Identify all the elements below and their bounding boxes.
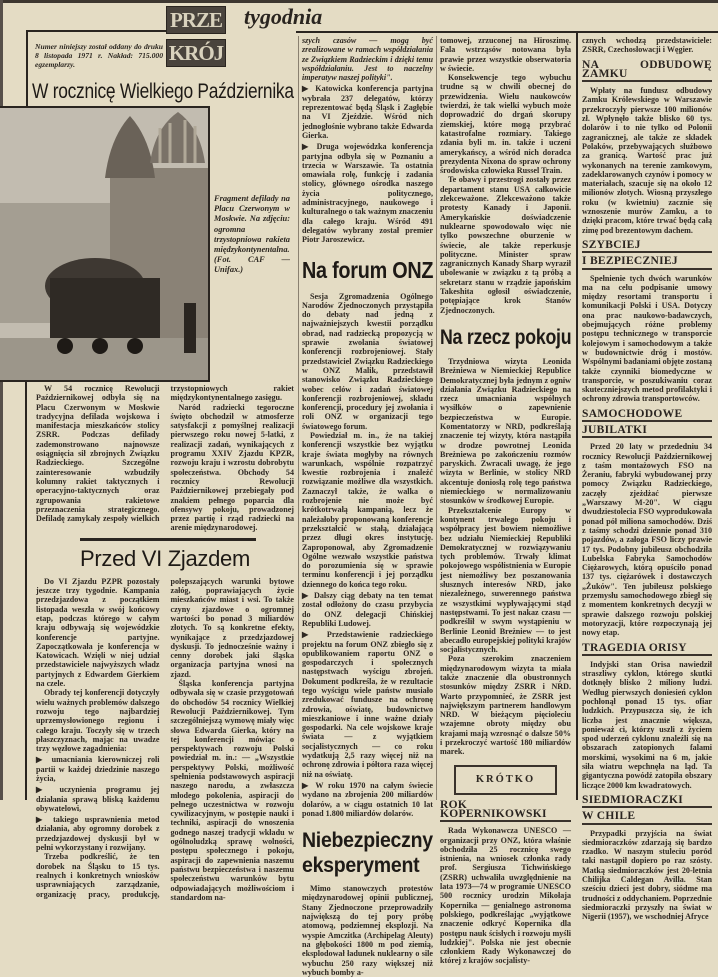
parade-photo-image bbox=[0, 108, 208, 380]
masthead-rule bbox=[296, 31, 718, 33]
experiment-paragraph: Te obawy i przestrogi zostały przez departament stanu USA całkowicie zlekceważone. Zlekceważono także protesty Kanady i Japonii. Amerykańskie doświadczenie nuklearne spowodowało więc nie tylko powszechne oburzenie w świecie, ale także reperkusje polityczne. Minister spraw zagranicznych Kanady Sharp wyraził ubolewanie w związku z tą próbą a sekretarz stanu w rządzie japońskim Takeshita ogłosił oświadczenie, potępiające krok Stanów Zjednoczonych. bbox=[440, 175, 571, 315]
cars-headline-2: JUBILATKI bbox=[582, 426, 712, 438]
un-bullet: ▶ W roku 1970 na całym świecie wydano na zbrojenia 200 miliardów dolarów, a w ciągu ostatnich 10 lat ponad 1.800 miliardów dolarów. bbox=[302, 780, 433, 818]
october-headline: W rocznicę Wielkiego Października bbox=[32, 80, 294, 103]
news-bullet: ▶ Druga wojewódzka konferencja partyjna odbyła się w Poznaniu a trzecia w Warszawie. Ta ostatnia omawiała rolę, funkcję i zadania stolicy, głównego ośrodka naszego życia politycznego, administracyjnego, naukowego i kulturalnego o tak ważnym znaczeniu dla całego kraju. Wśród 491 delegatów wybrany został premier Piotr Jaroszewicz. bbox=[302, 142, 433, 245]
masthead-logo bbox=[166, 6, 226, 67]
copernicus-continuation: cznych wchodzą przedstawiciele: ZSRR, Czechosłowacji i Węgier. bbox=[582, 36, 712, 55]
castle-headline: NA ODBUDOWĘ ZAMKU bbox=[582, 61, 712, 83]
un-paragraph: Powiedział m. in., że na takiej konferencji wszystkie bez wyjątku kraje świata mogłyby na równych warunkach, wspólnie rozpatrzyć kwestie rozbrojenia i znaleźć rozwiązanie możliwe dla wszystkich. Zaznaczył także, że walka o rozbrojenie nie może być krótkotrwałą kampanią, lecz że należałoby proponowaną konferencje przekształcić w stałą, działającą przez długi okres instytucję. Zaproponował, aby Zgromadzenie Ogólne wezwało wszystkie państwa do porozumienia się w sprawie terminu konferencji i jej porządku dziennego do końca tego roku. bbox=[302, 430, 433, 589]
experiment-paragraph: Mimo stanowczych protestów międzynarodowej opinii publicznej, Stany Zjednoczone przeprowadziły największą do tej pory próbę atomową, podziemnej eksplozji. Na wyspie Amczitka (Archipelag Aleuty) na głębokości 1800 m pod ziemią, eksplodował ładunek nuklearny o sile wybuchu 250 razy większej niż wybuch bomby a- bbox=[302, 884, 433, 977]
parade-photo bbox=[0, 106, 210, 382]
frame-left-lower bbox=[25, 380, 27, 800]
frame-left bbox=[26, 30, 28, 106]
experiment-headline: Niebezpieczny eksperyment bbox=[302, 829, 433, 878]
october-paragraph: W 54 rocznicę Rewolucji Październikowej odbyła się na Placu Czerwonym w Moskwie tradycyjna defilada wojskowa i manifestacja mieszkańców stolicy ZSRR. Podczas defilady zademonstrowano najnowsze osiągnięcia sił zbrojnych Związku Radzieckiego. Szczególne zainteresowanie wzbudziły kolumny rakiet taktycznych i operacyjno-taktycznych oraz zgrupowania rakietowe przeznaczenia strategicznego. Defiladę zamykały zespoły wielkich trzystopniowych rakiet międzykontynentalnego zasięgu. bbox=[36, 384, 294, 524]
congress-paragraph: Obrady tej konferencji dotyczyły wielu ważnych problemów dalszego rozwoju tego najbardziej uprzemysłowionego regionu i całego kraju. Toczyły się w trzech płaszczyznach, mając na uwadze trzy węzłowe zagadnienia: bbox=[36, 688, 160, 754]
congress-bullet: ▶ uczynienia programu jej działania sprawą bliską każdemu obywatelowi, bbox=[36, 785, 160, 813]
congress-paragraph: Śląska konferencja partyjna odbywała się w czasie przygotowań do obchodów 54 rocznicy Wielkiej Rewolucji Październikowej. Tym szczególniejszą wymowę miały więc słowa Edwarda Gierka, który na tej konferencji mówiąc o perspektywach rozwoju Polski powiedział m. in.: — „Wszystkie perspektywy Polski, możliwość spełnienia podstawowych aspiracji naszego narodu, a zwłaszcza młodego pokolenia, aspiracji do pełnego uczestnictwa w rozwoju cywilizacyjnym, w postępie nauki i techniki, aspiracji do wnoszenia godnego naszej tradycji wkładu w ogólnoludzką sprawę wolności, postępu społecznego i pokoju, aspiracji do zapewnienia naszemu państwu bezpieczeństwa i naszemu społeczeństwu warunków bytu odpowiadających możliwościom i standardom na- bbox=[170, 679, 294, 902]
peace-paragraph: Trzydniowa wizyta Leonida Breżniewa w Niemieckiej Republice Demokratycznej była jednym z ogniw działania Związku Radzieckiego na rzecz umacniania wspólnych wysiłków o zapewnienie bezpieczeństwa w Europie. Komentatorzy w NRD, podkreślają znaczenie tej wizyty, która nastąpiła w drodze powrotnej Leonida Breżniewa po zakończeniu rozmów paryskich. Zwracali uwagę, że jego wizyta w Berlinie, w stolicy NRD akcentuje doniosłą rolę tego państwa niemieckiego w normalizowaniu stosunków w środkowej Europie. bbox=[440, 356, 571, 506]
column-4-frame bbox=[576, 32, 578, 800]
brief-label: KRÓTKO bbox=[475, 773, 536, 785]
experiment-continuation: tomowej, zrzuconej na Hiroszimę. Fala wstrząsów notowana była prawie przez wszystkie obserwatoria w świecie. bbox=[440, 36, 571, 73]
congress-body bbox=[36, 577, 294, 902]
un-paragraph: Sesja Zgromadzenia Ogólnego Narodów Zjednoczonych przystąpiła do debaty nad jedną z najważniejszych kwestii porządku obrad, nad radziecką propozycją w sprawie zwołania światowej konferencji rozbrojeniowej. Stały przedstawiciel Związku Radzieckiego w ONZ Malik, przedstawił stanowisko Związku Radzieckiego wobec celów i zadań światowej konferencji rozbrojeniowej, składu konferencji, procedury jej zwołania i roli ONZ w organizacji tego światowego forum. bbox=[302, 291, 433, 431]
congress-paragraph: Do VI Zjazdu PZPR pozostały jeszcze trzy tygodnie. Kampania przedzjazdowa z początkiem listopada weszła w swój końcowy etap, podczas którego w całym kraju odbywają się wojewódzkie konferencje partyjne. Zapoczątkowała je konferencja w Katowicach. Wzięli w niej udział przedstawiciele najwyższych władz partyjnych z Edwardem Gierkiem na czele. bbox=[36, 576, 160, 689]
section-divider bbox=[80, 538, 256, 541]
transport-paragraph: Spełnienie tych dwóch warunków ma na celu podpisanie umowy między resortami transportu i komunikacji Polski i USA. Dotyczy ona prac naukowo-badawczych, obejmujących różne problemy postępu technicznego w transporcie kolejowym i samochodowym a także w budownictwie dróg i mostów. Wspólnymi badaniami objęte zostaną także czynniki biomedyczne w transporcie, w poszukiwaniu coraz skuteczniejszych metod profilaktyki i ochrony zdrowia transportowców. bbox=[582, 273, 712, 404]
transport-headline-1: SZYBCIEJ bbox=[582, 241, 712, 253]
top-edge bbox=[0, 0, 718, 3]
left-lower-flow bbox=[36, 384, 294, 902]
news-bullet: ▶ Katowicka konferencja partyjna wybrała 237 delegatów, którzy reprezentować będą Śląsk i Zagłębie na VI Zjeździe. Wśród nich jednogłośnie wybrano także Edwarda Gierka. bbox=[302, 84, 433, 140]
peace-paragraph: Poza szerokim znaczeniem międzynarodowym wizyta ta miała także znaczenie dla obustronnych stosunków między ZSRR i NRD. Warto przypomnieć, że ZSRR jest największym partnerem handlowym NRD. W bieżącym pięcioleciu wzajemne obroty między obu krajami mają wzrosnąć o dalsze 50% i przekroczyć wartość 180 miliardów marek. bbox=[440, 654, 571, 757]
october-paragraph: Naród radziecki tegoroczne święto obchodził w atmosferze satysfakcji z pomyślnej realizacji pierwszego roku nowej 5-latki, z realizacji zadań, wynikających z programu XXIV Zjazdu KPZR, rozwoju kraju i wzrostu dobrobytu społeczeństwa. Obchody 54 rocznicy Rewolucji Październikowej przebiegały pod znakiem pełnego poparcia dla ofensywy pokoju, prowadzonej przez partię i rząd radziecki na arenie międzynarodowej. bbox=[170, 402, 294, 533]
orissa-paragraph: Indyjski stan Orisa nawiedził straszliwy cyklon, którego skutki dotknęły blisko 2 miliony ludzi. Według pierwszych doniesień cyklon pochłonął ponad 15 tys. ofiar ludzkich. Przypuszcza się, że ich liczba jest znacznie większa, ponieważ ci, którzy uszli z życiem spod uderzeń cyklonu znaleźli się na obszarach zatopionych falami morskimi, wysokimi na 6 m, jakie siła wiatru wepchnęła na ląd. Ta gigantyczna powódź zatopiła obszary liczące 2000 km kwadratowych. bbox=[582, 659, 712, 790]
column-2 bbox=[302, 36, 433, 977]
un-bullet: ▶ Przedstawienie radzieckiego projektu na forum ONZ zbiegło się z opublikowaniem raportu ONZ o gospodarczych i społecznych następstwach wyścigu zbrojeń. Dokument podkreśla, że w rezultacie tego wyścigu wiele państw musiało zredukować fundusze na ochronę zdrowia, oświatę, budownictwo mieszkaniowe i inne ważne działy gospodarki. Na cele wojskowe kraje świata — z wyjątkiem socjalistycznych — co roku wydatkują 2,5 razy więcej niż na ochronę zdrowia i półtora raza więcej niż na oświatę. bbox=[302, 630, 433, 779]
column-divider-2 bbox=[436, 36, 437, 800]
copernicus-headline: ROK KOPERNIKOWSKI bbox=[440, 801, 571, 823]
column-3 bbox=[440, 36, 571, 966]
photo-caption: Fragment defilady na Placu Czerwonym w Moskwie. Na zdjęciu: ogromna trzystopniowa rakieta międzykontynentalna. (Fot. CAF — Unifax.) bbox=[214, 194, 290, 275]
congress-continuation: szych czasów — mogą być zrealizowane w ramach współdziałania ze Związkiem Radzieckim i dzięki temu współdziałaniu. Jest to naczelny imperatyw naszej polityki". bbox=[302, 36, 433, 83]
septuplets-paragraph: Przypadki przyjścia na świat siedmioraczków zdarzają się bardzo rzadko. W naszym stuleciu poród taki nastąpił dopiero po raz szósty. Matką siedmioraczków jest 20-letnia Chilijka Caldegan Avilla. Stan sześciu dzieci jest dobry, siódme ma trudności z oddychaniem. Poprzednie siedmioraczki przyszły na świat w Nigerii (1957), we wschodniej Afryce bbox=[582, 828, 712, 922]
congress-paragraph: Trzeba podkreślić, że ten dorobek na Śląsku to 15 tys. realnych i konkretnych wniosków usprawniających zarządzanie, organizację pracy, produkcję, polepszających warunki bytowe załóg, poprawiających życie mieszkańców miast i wsi. To także czyny zjazdowe o ogromnej wartości bo ponad 3 miliardów złotych. To są konkretne efekty, wynikające z przedzjazdowej dyskusji. To jednocześnie ważny i cenny dorobek jaki śląska organizacja partyjna wnosi na zjazd. bbox=[36, 576, 294, 899]
column-4 bbox=[582, 36, 712, 922]
orissa-headline: TRAGEDIA ORISY bbox=[582, 644, 712, 656]
transport-headline-2: I BEZPIECZNIEJ bbox=[582, 257, 712, 269]
peace-headline: Na rzecz pokoju bbox=[440, 325, 572, 349]
logo-bottom: KRÓJ bbox=[166, 39, 226, 67]
congress-headline: Przed VI Zjazdem bbox=[79, 545, 251, 571]
logo-top: PRZE bbox=[166, 6, 226, 34]
un-bullet: ▶ Dalszy ciąg debaty na ten temat został odłożony do czasu przybycia do ONZ delegacji Chińskiej Republiki Ludowej. bbox=[302, 591, 433, 628]
congress-bullet: ▶ takiego usprawnienia metod działania, aby ogromny dorobek z przedzjazdowej dyskusji był w pełni wykorzystany i rozwijany. bbox=[36, 815, 160, 853]
frame-top-left bbox=[26, 30, 166, 32]
edition-note: Numer niniejszy został oddany do druku 8 listopada 1971 r. Nakład: 715.000 egzemplarzy. bbox=[35, 42, 163, 69]
october-body bbox=[36, 384, 294, 533]
congress-bullet: ▶ umacniania kierowniczej roli partii w każdej dziedzinie naszego życia, bbox=[36, 755, 160, 783]
cars-paragraph: Przed 20 laty w przededniu 34 rocznicy Rewolucji Październikowej z taśm montażowych FSO na Żeraniu, fabryki wybudowanej przy pomocy Związku Radzieckiego, zaczęły zjeżdżać pierwsze „Warszawy M-20". W ciągu dwudziestolecia FSO wyprodukowała ponad pół miliona samochodów. Dziś z taśmy schodzi dziennie ponad 310 pojazdów, a załoga FSO liczy prawie 17 tys. Podobny jubileusz obchodziła Lubelska Fabryka Samochodów Ciężarowych, którą opuściło ponad 137 tys. ciężarówek i dostawczych „Żuków". Ten jubileusz polskiego przemysłu samochodowego zbiegł się z momentem konkretnych decyzji w sprawie dalszego rozwoju polskiej motoryzacji, które rozpoczynają jej nowy etap. bbox=[582, 442, 712, 638]
cars-headline-1: SAMOCHODOWE bbox=[582, 410, 712, 422]
peace-paragraph: Przekształcenie Europy w kontynent trwałego pokoju i współpracy jest bowiem niemożliwe bez udziału Niemieckiej Republiki Demokratycznej w rozwiązywaniu tych problemów. Trwały klimat pokojowego współistnienia w Europie jest niemożliwy bez poszanowania słusznych interesów NRD, jako niezależnego, suwerennego państwa ze wszystkimi wypływającymi stąd następstwami. To jest nakaz czasu — podkreślił w swym wystąpieniu w Berlinie Leonid Breżniew — to jest abecadło europejskiej polityki krajów socjalistycznych. bbox=[440, 505, 571, 655]
section-title: tygodnia bbox=[244, 4, 323, 29]
experiment-paragraph: Konsekwencje tego wybuchu trudne są w chwili obecnej do przewidzenia. Wielu naukowców twierdzi, że tak wielki wybuch może doprowadzić do drgań skorupy ziemskiej, które mogą przybrać katastrofalne rozmiary. Takiego zdania byli m. in. także i uczeni amerykańscy, a wśród nich doradca prezydenta Nixona do spraw ochrony środowiska człowieka Russel Train. bbox=[440, 73, 571, 176]
un-headline: Na forum ONZ bbox=[302, 256, 434, 283]
septuplets-headline-2: W CHILE bbox=[582, 812, 712, 824]
copernicus-paragraph: Rada Wykonawcza UNESCO — organizacji przy ONZ, która właśnie obchodziła 25 rocznicę swego istnienia, na wniosek członka rady prof. Sergiusza Tichwińskiego (ZSRR) uchwaliła uwzględnienie na lata 1973—74 w programie UNESCO 500 rocznicy urodzin Mikołaja Kopernika — genialnego astronoma polskiego, podkreślając „wyjątkowe znaczenie odkryć Kopernika dla postępu nauk ścisłych i rozwoju myśli ludzkiej". Polska nie jest obecnie członkiem Rady Wykonawczej do której z krajów socjalisty- bbox=[440, 826, 571, 966]
septuplets-headline-1: SIEDMIORACZKI bbox=[582, 796, 712, 808]
brief-box bbox=[454, 765, 557, 795]
column-divider-1 bbox=[298, 36, 299, 800]
castle-paragraph: Wpłaty na fundusz odbudowy Zamku Królewskiego w Warszawie przekroczyły pierwsze 100 milionów zł. Wpłynęło także blisko 60 tys. dolarów i to nie tylko od Polonii zagranicznej, ale także ze składek Polaków, przebywających służbowo za granicą. Wartość prac już wykonanych na terenie zamkowym, zadeklarowanych czynów i pomocy w materiałach, szacuje się na około 12 milionów złotych. Wiosną przyszłego roku (w kwietniu) zacznie się wznoszenie murów Zamku, a to dzięki pracom, które trwać będą całą zimę pod brezentowym dachem. bbox=[582, 86, 712, 235]
